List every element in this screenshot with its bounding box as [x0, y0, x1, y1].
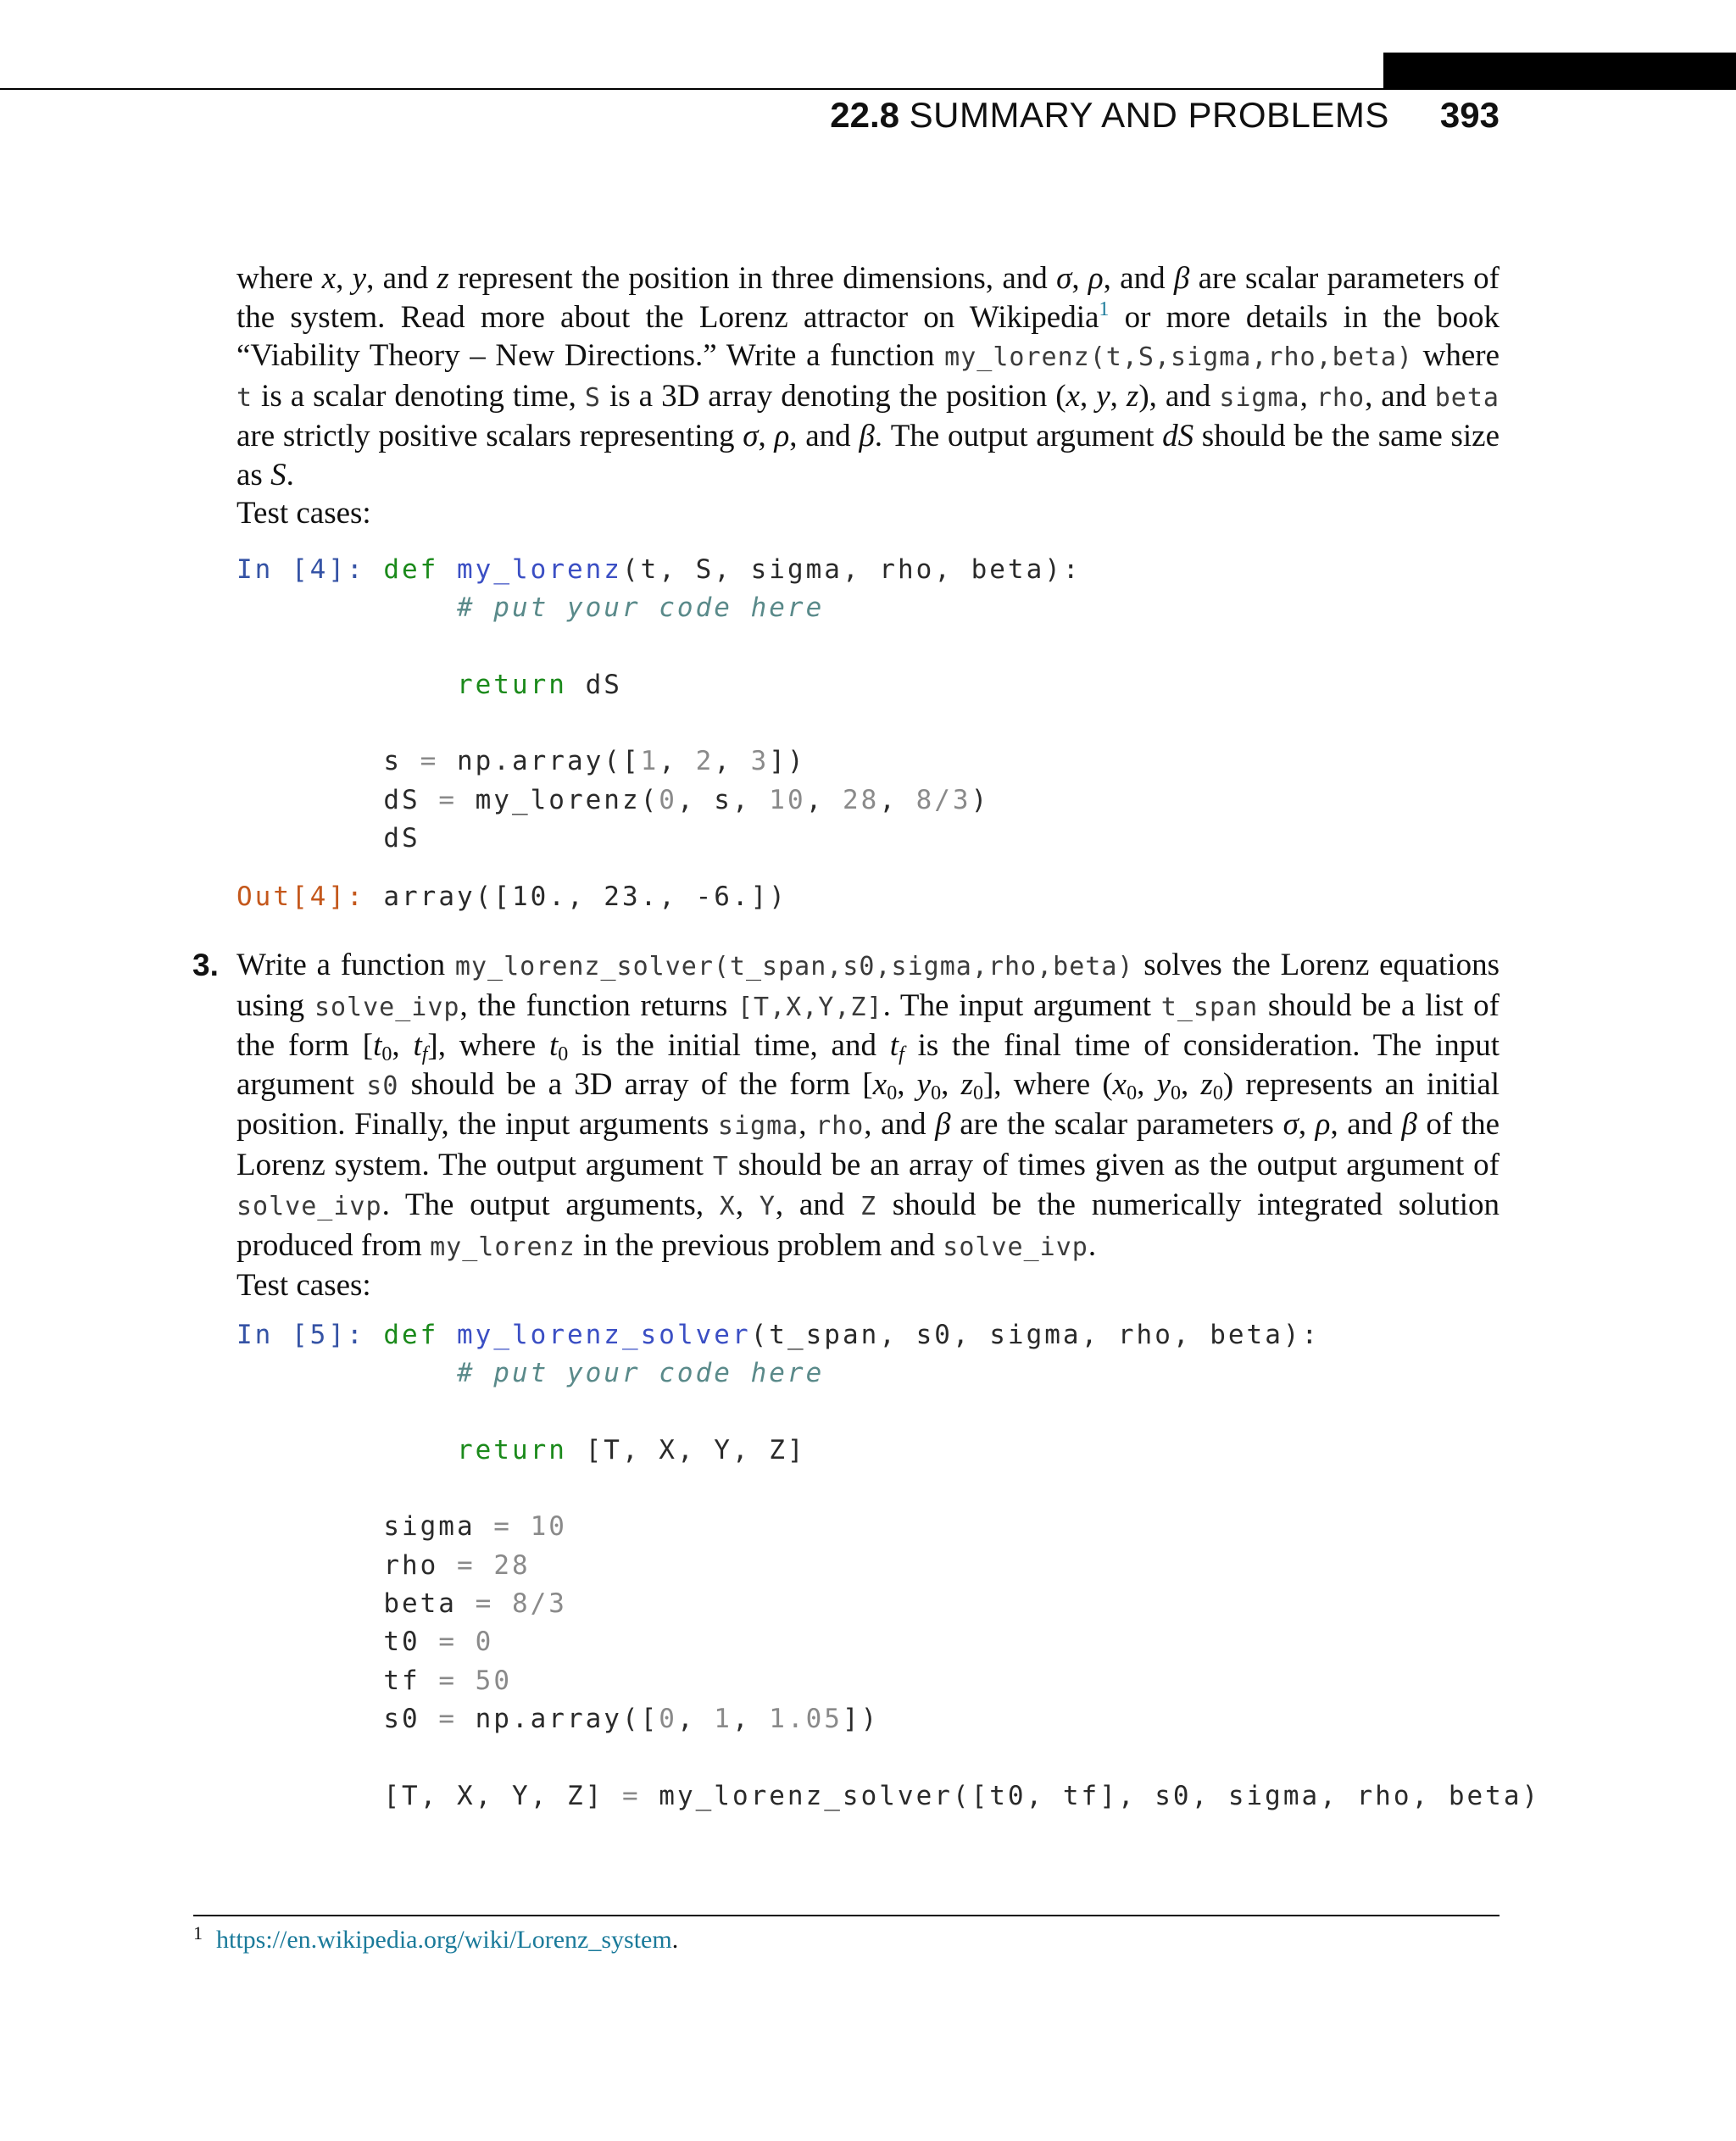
footnote-link[interactable]: https://en.wikipedia.org/wiki/Lorenz_system: [216, 1926, 672, 1954]
inline-code: my_lorenz(t,S,sigma,rho,beta): [944, 342, 1413, 372]
code-comment: # put your code here: [456, 1358, 825, 1389]
footnote-ref[interactable]: 1: [1099, 298, 1110, 320]
cell-output: array([10., 23., -6.]): [383, 881, 787, 912]
problem-number: 3.: [192, 948, 219, 982]
input-prompt: In [4]:: [236, 554, 365, 585]
section-number: 22.8: [830, 95, 899, 135]
output-prompt: Out[4]:: [236, 881, 365, 912]
paragraph-lorenz-intro: where x, y, and z represent the position in three dimensions, and σ, ρ, and β are scalar parameters of the system. Read more about the Lorenz attractor on Wikipedia$^1$ or more details in the book “Viability Theory – New Directions.” Write a function my_lorenz(t,S,sigma,rho,beta) where t is a scalar denoting time, S is a 3D array denoting the position (x, y, z), and sigma, rho, and beta are strictly positive scalars representing σ, ρ, and β. The output argument dS should be the same size as S. Test cases:: [236, 261, 1500, 531]
footnote-mark: 1: [193, 1922, 203, 1944]
test-cases-label: Test cases:: [236, 496, 371, 531]
page-number: 393: [1439, 95, 1500, 135]
test-cases-label: Test cases:: [236, 1268, 371, 1303]
code-comment: # put your code here: [456, 592, 825, 624]
input-prompt: In [5]:: [236, 1320, 365, 1350]
section-title: SUMMARY AND PROBLEMS: [909, 95, 1389, 135]
code-cell-in-5: In [5]: def my_lorenz_solver(t_span, s0, sigma, rho, beta): # put your code here return [T, X, Y, Z] sigma = 10 rho = 28 beta = 8/3 t0 = 0 tf = 50 s0 = np.array([0, 1, 1.05]) [T, X, Y, Z] = my_lorenz_solver([t0, tf], s0, sigma, rho, beta): [236, 1320, 1541, 1811]
footnote: $^1$ https://en.wikipedia.org/wiki/Lorenz_system.: [193, 1922, 679, 1954]
problem-3: 3. Write a function my_lorenz_solver(t_span,s0,sigma,rho,beta) solves the Lorenz equations using solve_ivp, the function returns [T,X,Y,Z]. The input argument t_span should be a list of the form [$t_0$, $t_f$], where $t_0$ is the initial time, and $t_f$ is the final time of consideration. The input argument s0 should be a 3D array of the form [$x_0$, $y_0$, $z_0$], where ($x_0$, $y_0$, $z_0$) represents an initial position. Finally, the input arguments sigma, rho, and β are the scalar parameters σ, ρ, and β of the Lorenz system. The output argument T should be an array of times given as the output argument of solve_ivp. The output arguments, X, Y, and Z should be the numerically integrated solution produced from my_lorenz in the previous problem and solve_ivp. Test cases:: [192, 948, 1500, 1303]
code-cell-in-4: In [4]: def my_lorenz(t, S, sigma, rho, beta): # put your code here return dS s = np.array([1, 2, 3]) dS = my_lorenz(0, s, 10, 28, 8/3) dS: [236, 554, 1082, 854]
code-cell-out-4: [236, 878, 787, 916]
footnote-rule: [193, 1915, 1500, 1916]
header-rule: [0, 88, 1383, 90]
running-head: [830, 95, 1500, 136]
header-black-tab: [1383, 53, 1736, 90]
